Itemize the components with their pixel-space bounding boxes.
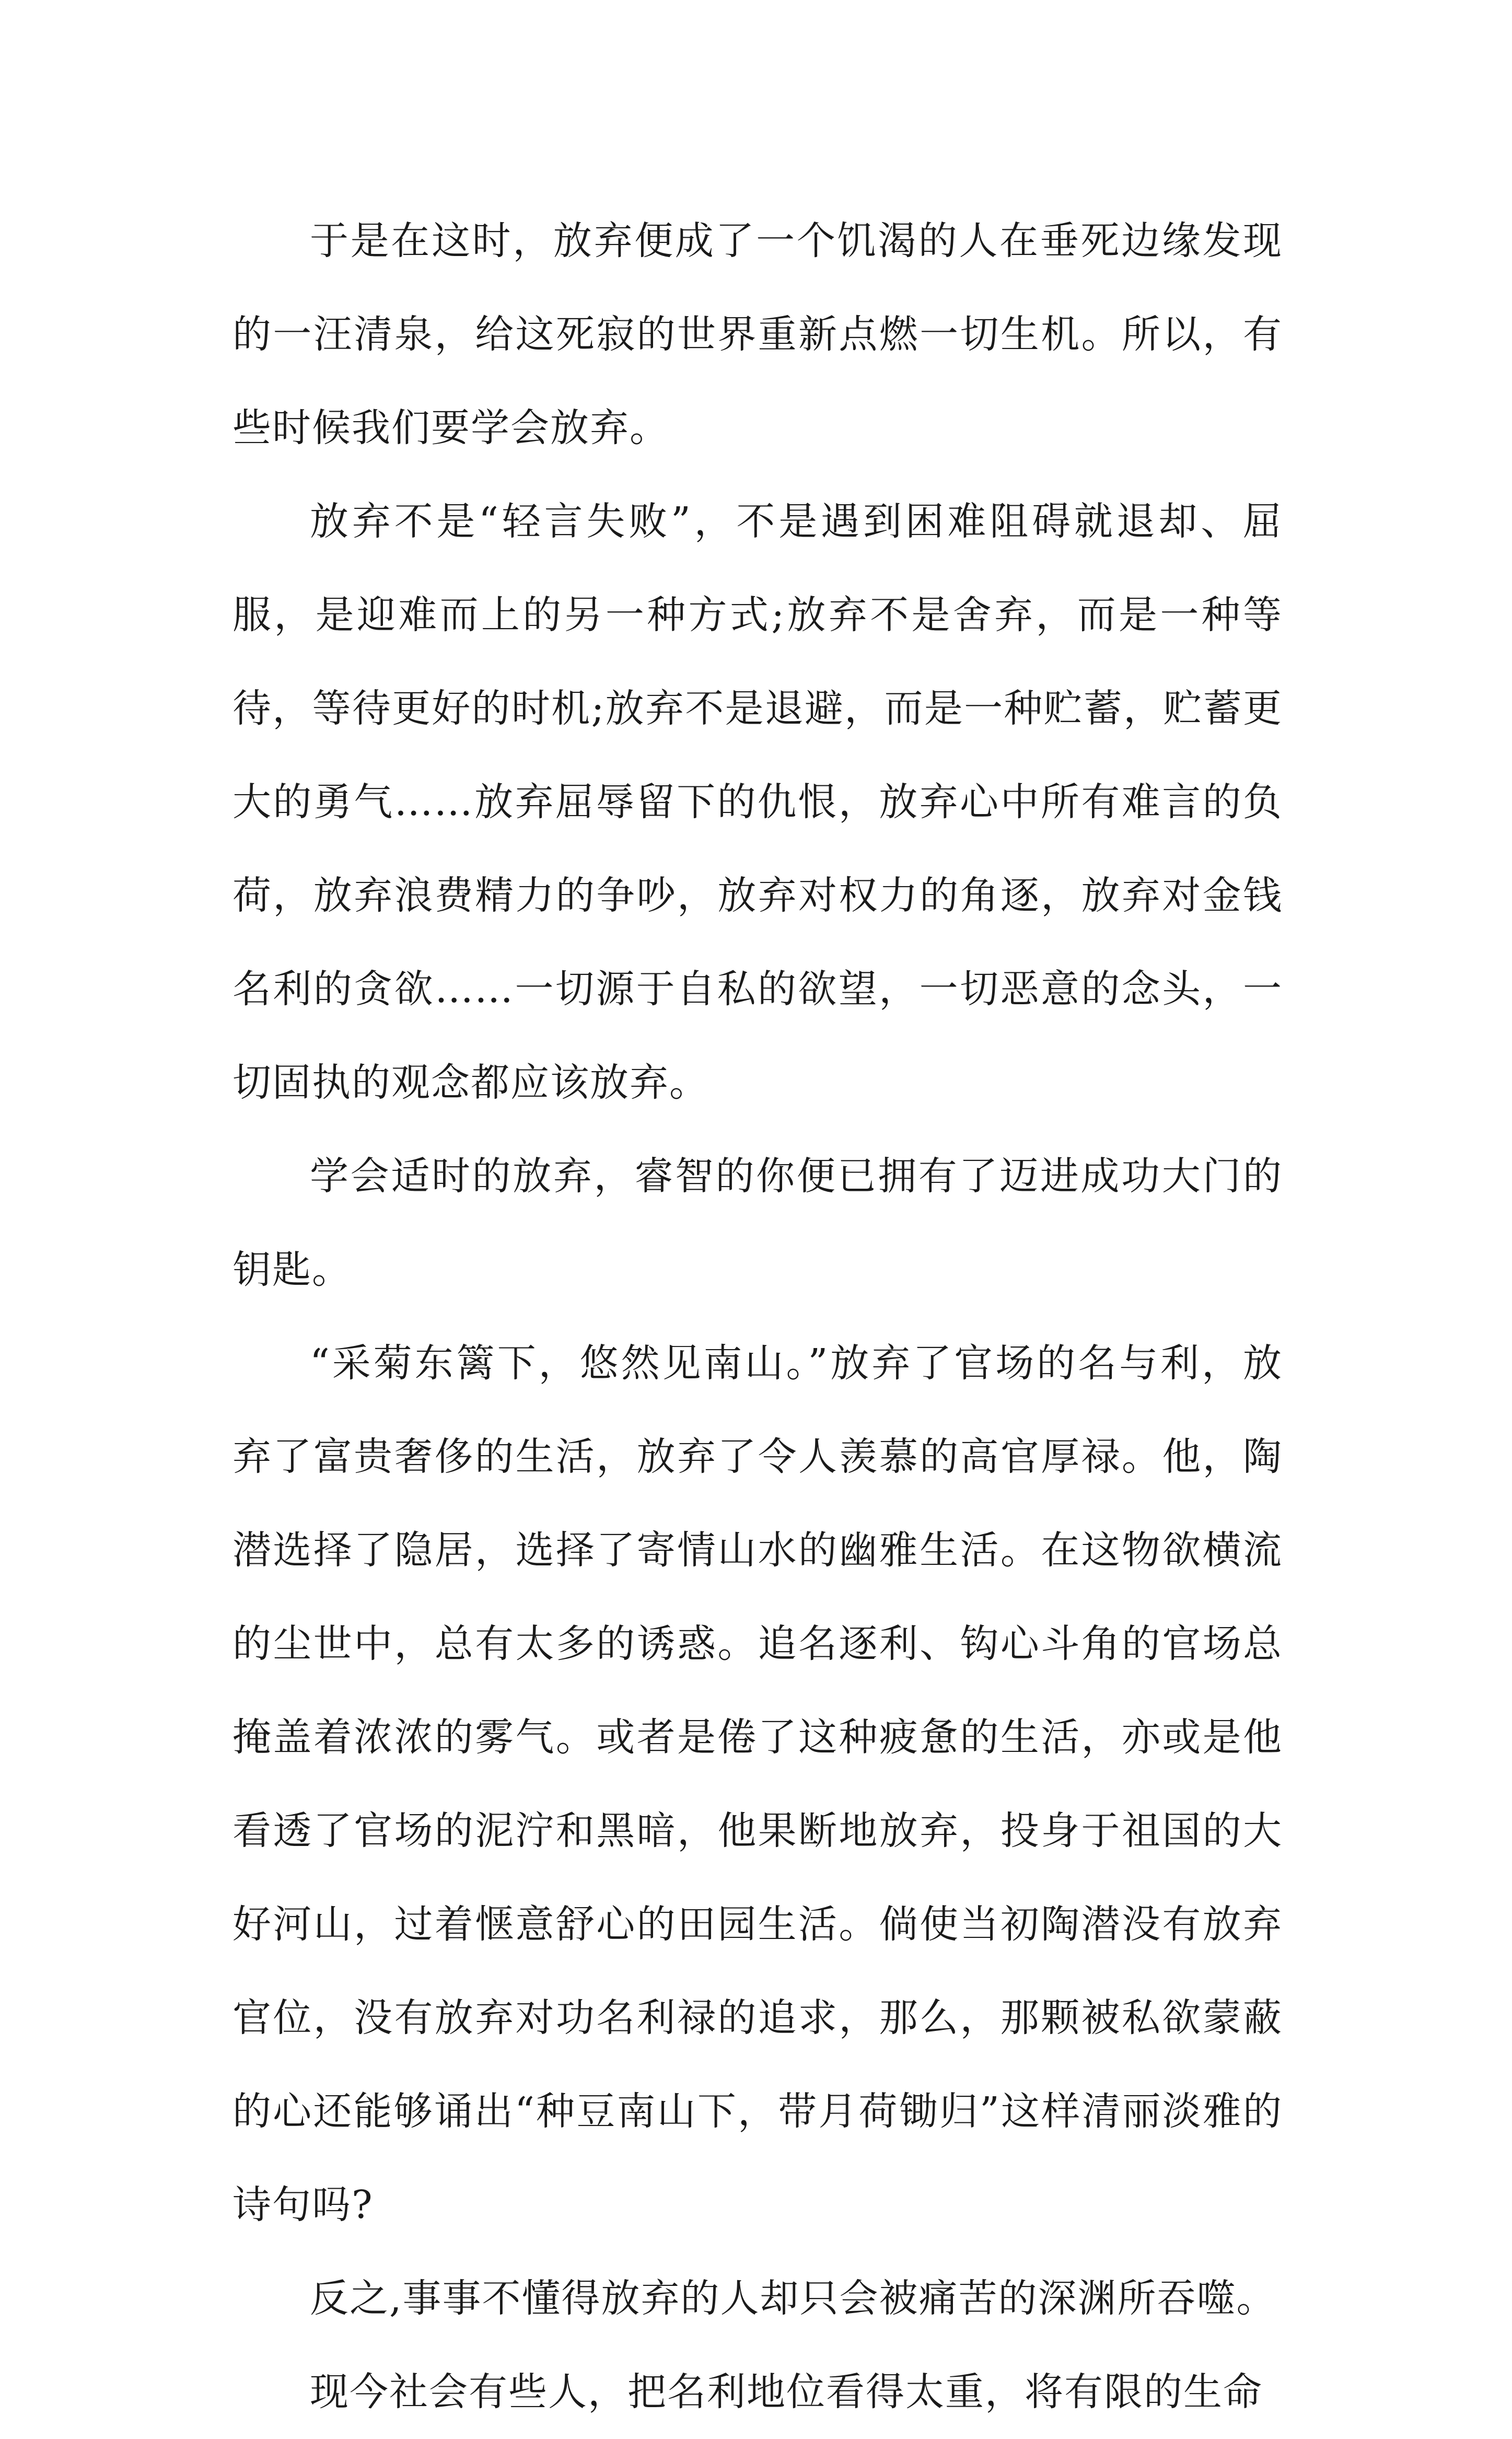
paragraph-modern-society: 现今社会有些人，把名利地位看得太重，将有限的生命 (310, 2370, 1263, 2414)
paragraph-contrast: 反之,事事不懂得放弃的人却只会被痛苦的深渊所吞噬。 (310, 2276, 1276, 2321)
paragraph-what-giving-up-is: 放弃不是“轻言失败”，不是遇到困难阻碍就退却、屈服，是迎难而上的另一种方式;放弃不是舍弃，而是一种等待，等待更好的时机;放弃不是退避，而是一种贮蓄，贮蓄更大的勇气……放弃屈辱留下的仇恨，放弃心中所有难言的负荷，放弃浪费精力的争吵，放弃对权力的角逐，放弃对金钱名利的贪欲……一切源于自私的欲望，一切恶意的念头，一切固执的观念都应该放弃。 (232, 499, 1283, 1105)
paragraph-spring-metaphor: 于是在这时，放弃便成了一个饥渴的人在垂死边缘发现的一汪清泉，给这死寂的世界重新点燃一切生机。所以，有些时候我们要学会放弃。 (232, 218, 1283, 450)
paragraph-key-to-success: 学会适时的放弃，睿智的你便已拥有了迈进成功大门的钥匙。 (232, 1154, 1283, 1292)
document-body (232, 194, 1283, 2439)
paragraph-tao-qian: “采菊东篱下，悠然见南山。”放弃了官场的名与利，放弃了富贵奢侈的生活，放弃了令人羡慕的高官厚禄。他，陶潜选择了隐居，选择了寄情山水的幽雅生活。在这物欲横流的尘世中，总有太多的诱惑。追名逐利、钩心斗角的官场总掩盖着浓浓的雾气。或者是倦了这种疲惫的生活，亦或是他看透了官场的泥泞和黑暗，他果断地放弃，投身于祖国的大好河山，过着惬意舒心的田园生活。倘使当初陶潜没有放弃官位，没有放弃对功名利禄的追求，那么，那颗被私欲蒙蔽的心还能够诵出“种豆南山下，带月荷锄归”这样清丽淡雅的诗句吗? (232, 1341, 1283, 2227)
